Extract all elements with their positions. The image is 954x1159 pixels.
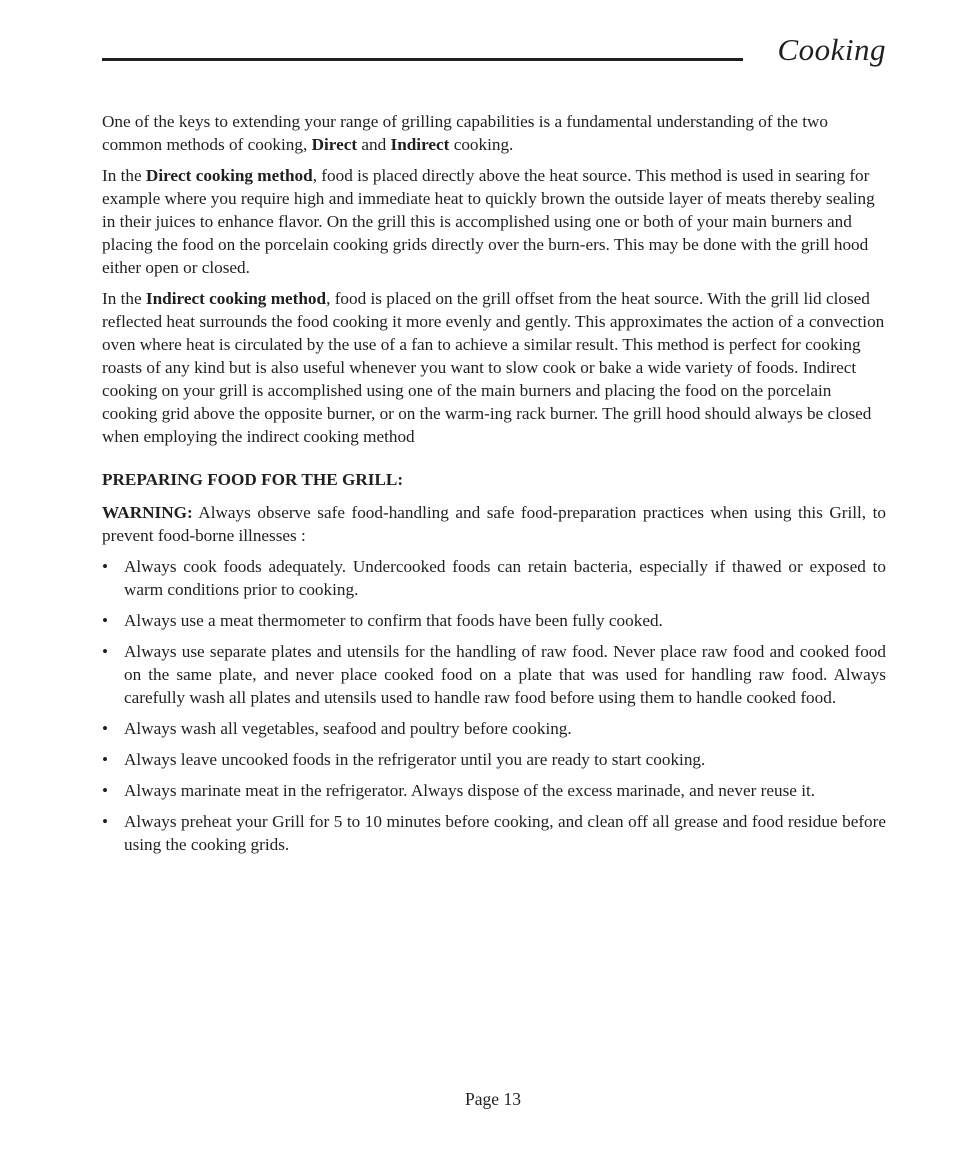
bullet-icon: • bbox=[102, 719, 109, 738]
bullet-icon: • bbox=[102, 611, 109, 630]
bullet-icon: • bbox=[102, 642, 109, 661]
list-item: • Always use separate plates and utensils for the handling of raw food. Never place raw food and cooked food on the same plate, and never place cooked food on a plate that was used for handling raw food. Always carefully wash all plates and utensils used to handle raw food before using them to handle cooked food. bbox=[102, 642, 886, 707]
page-number: Page 13 bbox=[465, 1089, 521, 1109]
page-content bbox=[102, 110, 886, 864]
bullet-icon: • bbox=[102, 557, 109, 576]
section-title: Cooking bbox=[777, 32, 886, 67]
indirect-method-paragraph: In the Indirect cooking method, food is placed on the grill offset from the heat source. With the grill lid closed reflected heat surrounds the food cooking it more evenly and gently. This approximates the action of a convection oven where heat is circulated by the use of a fan to achieve a similar result. This method is perfect for cooking roasts of any kind but is also useful whenever you want to slow cook or bake a wide variety of foods. Indirect cooking on your grill is accomplished using one of the main burners and placing the food on the porcelain cooking grid above the opposite burner, or on the warm-ing rack burner. The grill hood should always be closed when employing the indirect cooking method bbox=[102, 289, 885, 446]
list-item: • Always preheat your Grill for 5 to 10 minutes before cooking, and clean off all grease and food residue before using the cooking grids. bbox=[102, 812, 886, 854]
list-item: • Always cook foods adequately. Undercooked foods can retain bacteria, especially if thawed or exposed to warm conditions prior to cooking. bbox=[102, 557, 886, 599]
list-item: • Always marinate meat in the refrigerator. Always dispose of the excess marinade, and never reuse it. bbox=[102, 781, 816, 800]
direct-method-paragraph: In the Direct cooking method, food is placed directly above the heat source. This method is used in searing for example where you require high and immediate heat to quickly brown the outside layer of meats thereby sealing in their juices to enhance flavor. On the grill this is accomplished using one or both of your main burners and placing the food on the porcelain cooking grids directly over the burn-ers. This may be done with the grill hood either open or closed. bbox=[102, 166, 875, 277]
list-item: • Always leave uncooked foods in the refrigerator until you are ready to start cooking. bbox=[102, 750, 706, 769]
warning-paragraph: WARNING: Always observe safe food-handling and safe food-preparation practices when using this Grill, to prevent food-borne illnesses : bbox=[102, 503, 886, 545]
term-indirect: Indirect bbox=[390, 135, 450, 154]
list-item: • Always wash all vegetables, seafood and poultry before cooking. bbox=[102, 719, 572, 738]
bullet-icon: • bbox=[102, 812, 109, 831]
bullet-icon: • bbox=[102, 781, 109, 800]
warning-label: WARNING: bbox=[102, 503, 193, 522]
section-heading: PREPARING FOOD FOR THE GRILL: bbox=[102, 470, 404, 489]
intro-paragraph-1: One of the keys to extending your range of grilling capabilities is a fundamental understanding of the two common methods of cooking, Direct and Indirect cooking. bbox=[102, 112, 828, 154]
safety-bullet-list bbox=[102, 555, 886, 856]
term-direct-cooking-method: Direct cooking method bbox=[145, 166, 313, 185]
term-indirect-cooking-method: Indirect cooking method bbox=[145, 289, 327, 308]
page-header bbox=[102, 30, 886, 70]
term-direct: Direct bbox=[311, 135, 358, 154]
bullet-icon: • bbox=[102, 750, 109, 769]
list-item: • Always use a meat thermometer to confirm that foods have been fully cooked. bbox=[102, 611, 663, 630]
header-rule bbox=[102, 58, 743, 61]
